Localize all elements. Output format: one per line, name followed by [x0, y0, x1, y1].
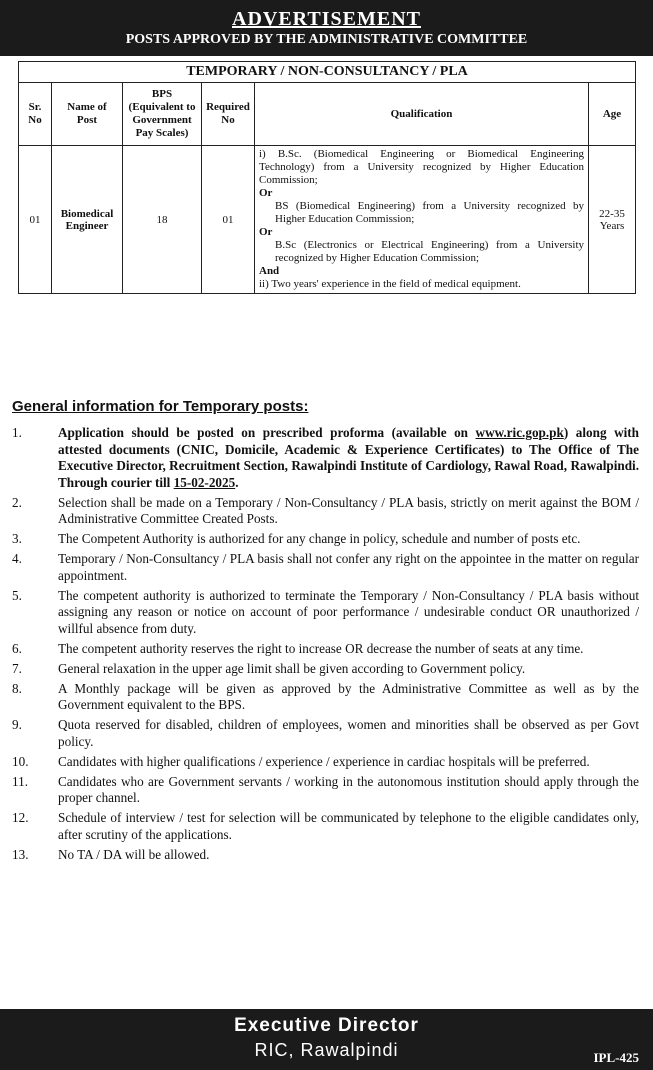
list-item — [12, 661, 639, 678]
list-item — [12, 588, 639, 638]
qualification-1: i) B.Sc. (Biomedical Engineering or Biomedical Engineering Technology) from a University recognized by Higher Education Commission; — [259, 148, 584, 186]
item-text: Selection shall be made on a Temporary / Non-Consultancy / PLA basis, strictly on merit against the BOM / Administrative Committee Created Posts. — [58, 494, 639, 526]
table-row — [19, 146, 636, 294]
list-item — [12, 641, 639, 658]
item-number: 10. — [12, 753, 29, 769]
qualification-or-1: Or — [259, 187, 273, 199]
item-text-part: Application should be posted on prescribed proforma (available on — [58, 425, 476, 440]
cell-post: Biomedical Engineer — [52, 146, 123, 294]
item-text: Quota reserved for disabled, children of employees, women and minorities shall be observed as per Govt policy. — [58, 717, 639, 749]
item-text: The Competent Authority is authorized for any change in policy, schedule and number of posts etc. — [58, 531, 581, 546]
qualification-2: BS (Biomedical Engineering) from a University recognized by Higher Education Commission; — [275, 200, 584, 225]
list-item — [12, 425, 639, 491]
qualification-4: ii) Two years' experience in the field of medical equipment. — [259, 278, 521, 290]
item-number: 5. — [12, 587, 22, 603]
item-text: Candidates who are Government servants / working in the autonomous institution should apply through the proper channel. — [58, 773, 639, 805]
table-caption: TEMPORARY / NON-CONSULTANCY / PLA — [19, 62, 636, 83]
col-post-name: Name of Post — [52, 83, 123, 146]
list-item — [12, 774, 639, 807]
posts-table — [18, 61, 636, 294]
posts-table-wrapper — [18, 61, 636, 294]
list-item — [12, 495, 639, 528]
item-number: 1. — [12, 425, 22, 440]
list-item — [12, 551, 639, 584]
item-text: General relaxation in the upper age limit shall be given according to Government policy. — [58, 660, 526, 676]
list-item — [12, 754, 639, 771]
qualification-and: And — [259, 265, 280, 277]
item-number: 9. — [12, 717, 22, 732]
ipl-code: IPL-425 — [593, 1050, 639, 1065]
advertisement-subtitle: POSTS APPROVED BY THE ADMINISTRATIVE COMMITTEE — [125, 32, 528, 47]
signatory-location: RIC, Rawalpindi — [254, 1040, 399, 1060]
item-number: 4. — [12, 551, 22, 566]
col-qualification: Qualification — [255, 83, 589, 146]
col-sr-no: Sr. No — [19, 83, 52, 146]
general-info-title: General information for Temporary posts: — [12, 398, 309, 415]
footer-banner — [0, 1009, 653, 1070]
item-number: 6. — [12, 640, 22, 656]
item-number: 13. — [12, 846, 29, 862]
item-text: No TA / DA will be allowed. — [58, 846, 210, 862]
item-text: The competent authority reserves the right to increase OR decrease the number of seats at any time. — [58, 640, 584, 656]
item-text: The competent authority is authorized to terminate the Temporary / Non-Consultancy / PLA basis without assigning any reason or notice on account of poor performance / undesirable conduct OR unauthorized / willful absence from duty. — [58, 587, 639, 636]
item-text: A Monthly package will be given as approved by the Administrative Committee as well as by the Government equivalent to the BPS. — [58, 680, 639, 712]
website-link[interactable]: www.ric.gop.pk — [475, 425, 564, 440]
col-age: Age — [589, 83, 636, 146]
list-item — [12, 681, 639, 714]
item-text-part: . — [235, 474, 239, 490]
item-number: 8. — [12, 680, 22, 696]
item-text: Temporary / Non-Consultancy / PLA basis shall not confer any right on the appointee in the matter on regular appointment. — [58, 551, 639, 583]
list-item — [12, 531, 639, 548]
deadline-date: 15-02-2025 — [173, 474, 236, 490]
list-item — [12, 847, 639, 864]
list-item — [12, 810, 639, 843]
col-required: Required No — [202, 83, 255, 146]
item-text-part: ) along with attested documents (CNIC, Domicile, Academic & Experience Certificates) to The Office of The Executive Director, Recruitment Section, Rawalpindi Institute of Cardiology, Rawal Road, Rawalpindi. Through courier till — [58, 425, 639, 490]
item-number: 11. — [12, 773, 28, 789]
col-bps: BPS (Equivalent to Government Pay Scales) — [123, 83, 202, 146]
qualification-or-2: Or — [259, 226, 273, 238]
signatory-title: Executive Director — [234, 1015, 419, 1036]
item-text — [58, 425, 639, 491]
list-item — [12, 717, 639, 750]
general-info-list — [12, 425, 639, 867]
item-number: 7. — [12, 660, 22, 676]
cell-required: 01 — [202, 146, 255, 294]
item-number: 12. — [12, 810, 29, 825]
cell-bps: 18 — [123, 146, 202, 294]
qualification-3: B.Sc (Electronics or Electrical Engineering) from a University recognized by Higher Education Commission; — [275, 239, 584, 264]
item-number: 3. — [12, 531, 22, 546]
cell-sr: 01 — [19, 146, 52, 294]
header-banner — [0, 0, 653, 56]
cell-qualification — [255, 146, 589, 294]
advertisement-title: ADVERTISEMENT — [232, 8, 421, 30]
item-number: 2. — [12, 494, 22, 510]
item-text: Schedule of interview / test for selection will be communicated by telephone to the eligible candidates only, after scrutiny of the applications. — [58, 810, 639, 842]
item-text: Candidates with higher qualifications / experience / experience in cardiac hospitals will be preferred. — [58, 753, 590, 769]
cell-age: 22-35 Years — [589, 146, 636, 294]
